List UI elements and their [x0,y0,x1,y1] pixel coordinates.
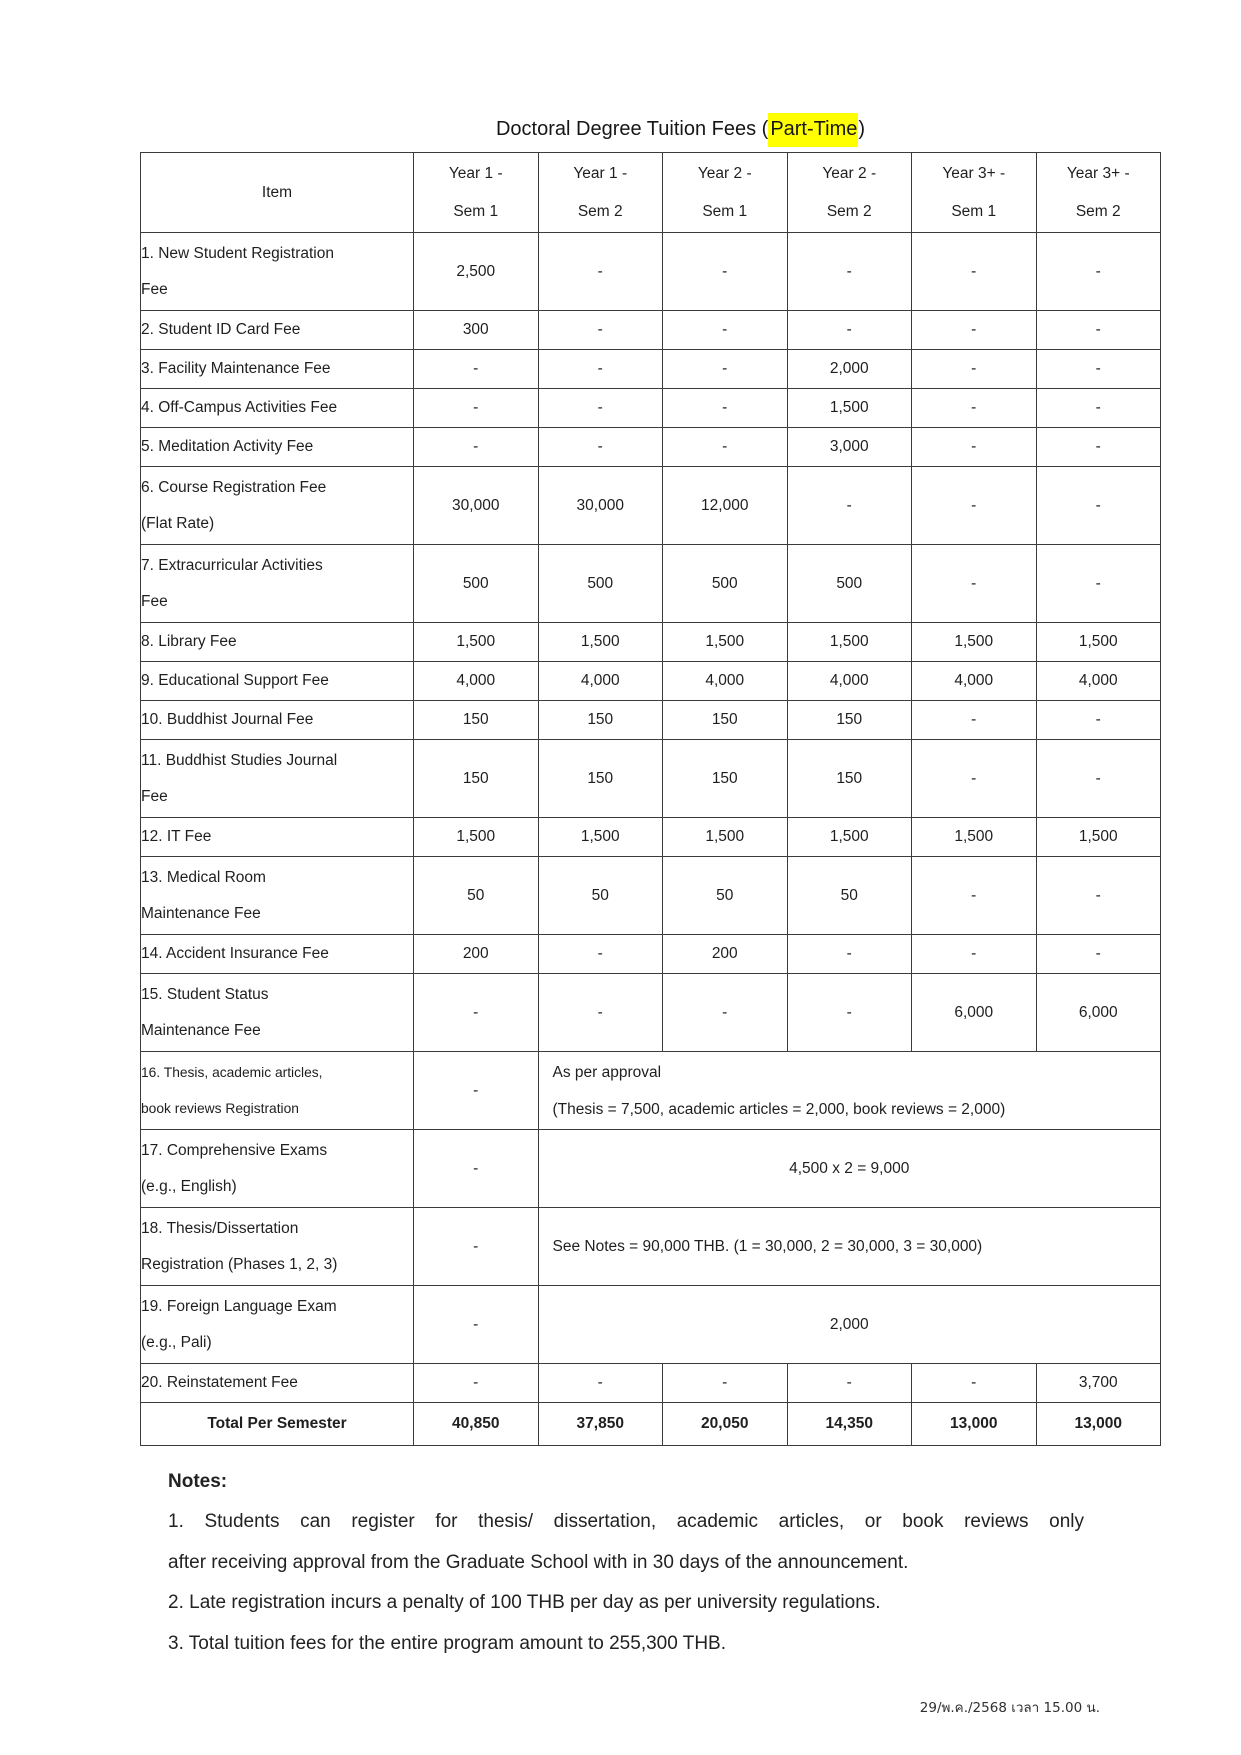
header-row [141,153,1161,233]
item-line: 3. Facility Maintenance Fee [141,360,331,377]
item-line: (Flat Rate) [141,514,215,532]
value-cell: 150 [787,740,912,818]
notes-body [168,1502,1084,1664]
value-cell: 1,500 [912,818,1037,857]
value-cell: 1,500 [912,623,1037,662]
col-header-line1: Year 1 - [573,164,628,182]
col-header-line2: Sem 2 [1075,202,1121,220]
col-header-line1: Year 2 - [697,164,752,182]
note-line: 3. Total tuition fees for the entire program amount to 255,300 THB. [168,1632,727,1654]
col-header-line2: Sem 2 [826,202,872,220]
item-cell [141,233,414,311]
item-line: 14. Accident Insurance Fee [141,945,329,962]
item-line: 12. IT Fee [141,828,212,845]
col-header-4 [787,153,912,233]
value-cell: 150 [663,740,788,818]
total-value-cell: 13,000 [1036,1403,1161,1446]
item-cell [141,623,414,662]
item-cell [141,1364,414,1403]
item-line: 4. Off-Campus Activities Fee [141,399,338,416]
table-row [141,623,1161,662]
value-cell: 6,000 [912,974,1037,1052]
table-row [141,389,1161,428]
value-cell: 300 [414,311,539,350]
item-line: 19. Foreign Language Exam [141,1297,337,1315]
note-line: after receiving approval from the Graduate School with in 30 days of the announcement. [168,1551,909,1573]
footer-timestamp: 29/พ.ค./2568 เวลา 15.00 น. [919,1700,1100,1716]
item-line: 1. New Student Registration [141,244,334,262]
value-cell: 1,500 [663,818,788,857]
item-line: 9. Educational Support Fee [141,672,329,689]
value-cell: - [1036,701,1161,740]
value-cell: 1,500 [1036,818,1161,857]
value-cell: - [538,974,663,1052]
value-cell: 1,500 [787,389,912,428]
value-cell: - [414,1364,539,1403]
merged-value-cell [538,1286,1161,1364]
value-cell: 30,000 [538,467,663,545]
item-cell [141,662,414,701]
notes-heading: Notes: [168,1471,228,1492]
value-cell: 150 [414,740,539,818]
col-header-line1: Year 3+ - [942,164,1006,182]
col-header-line1: Year 1 - [448,164,503,182]
merged-value-cell [538,1052,1161,1130]
col-header-3 [663,153,788,233]
value-cell: - [538,350,663,389]
value-cell: 50 [663,857,788,935]
table-row [141,233,1161,311]
item-cell [141,389,414,428]
item-line: 2. Student ID Card Fee [141,321,301,338]
value-cell: 1,500 [663,623,788,662]
item-cell [141,857,414,935]
value-cell: 1,500 [414,623,539,662]
item-line: (e.g., Pali) [141,1333,212,1351]
value-cell: - [912,467,1037,545]
item-line: 18. Thesis/Dissertation [141,1219,299,1237]
value-cell: 4,000 [663,662,788,701]
item-cell [141,1208,414,1286]
value-cell: - [414,1052,539,1130]
item-cell [141,311,414,350]
value-cell: - [663,311,788,350]
item-line: 10. Buddhist Journal Fee [141,711,314,728]
value-cell: - [912,233,1037,311]
value-cell: 1,500 [414,818,539,857]
value-cell: 30,000 [414,467,539,545]
value-cell: - [414,1208,539,1286]
value-cell: - [414,1130,539,1208]
value-cell: - [787,467,912,545]
value-cell: - [912,311,1037,350]
value-cell: 2,500 [414,233,539,311]
value-cell: - [414,389,539,428]
table-row [141,701,1161,740]
value-cell: - [538,311,663,350]
col-header-line2: Sem 1 [951,202,997,220]
merged-value-line: As per approval [552,1063,662,1081]
merged-value-line: (Thesis = 7,500, academic articles = 2,000, book reviews = 2,000) [552,1100,1006,1118]
value-cell: 3,000 [787,428,912,467]
merged-value-cell [538,1130,1161,1208]
table-row [141,311,1161,350]
item-line: 13. Medical Room [141,868,266,886]
value-cell: - [538,233,663,311]
item-line: Registration (Phases 1, 2, 3) [141,1255,338,1273]
value-cell: 6,000 [1036,974,1161,1052]
item-cell [141,545,414,623]
value-cell: 4,000 [414,662,539,701]
value-cell: 150 [414,701,539,740]
value-cell: 150 [538,701,663,740]
item-line: Fee [141,787,168,805]
value-cell: 200 [414,935,539,974]
value-cell: - [663,233,788,311]
total-row [141,1403,1161,1446]
item-line: 15. Student Status [141,985,269,1003]
merged-value-cell [538,1208,1161,1286]
value-cell: - [1036,389,1161,428]
item-cell [141,1130,414,1208]
value-cell: - [1036,311,1161,350]
note-line: 1. Students can register for thesis/ dissertation, academic articles, or book reviews only [168,1511,1084,1532]
item-line: (e.g., English) [141,1177,237,1195]
table-row [141,428,1161,467]
value-cell: 4,000 [1036,662,1161,701]
item-line: 17. Comprehensive Exams [141,1141,328,1159]
value-cell: - [787,1364,912,1403]
col-header-line1: Year 2 - [822,164,877,182]
table-row [141,545,1161,623]
value-cell: - [663,428,788,467]
table-row [141,857,1161,935]
value-cell: - [1036,935,1161,974]
value-cell: - [414,350,539,389]
merged-value-line: 2,000 [829,1316,869,1333]
item-cell [141,818,414,857]
table-row [141,974,1161,1052]
value-cell: - [414,974,539,1052]
value-cell: - [912,545,1037,623]
item-line: 8. Library Fee [141,633,237,650]
value-cell: 150 [663,701,788,740]
item-line: Maintenance Fee [141,1021,261,1039]
value-cell: 1,500 [538,623,663,662]
table-row [141,1208,1161,1286]
table-row [141,1364,1161,1403]
title-highlighted-text: Part-Time [768,113,858,147]
value-cell: 4,000 [787,662,912,701]
value-cell: 1,500 [1036,623,1161,662]
total-value-cell: 13,000 [912,1403,1037,1446]
table-row [141,818,1161,857]
col-header-6 [1036,153,1161,233]
value-cell: - [538,389,663,428]
table-row [141,1052,1161,1130]
value-cell: - [787,311,912,350]
item-cell [141,428,414,467]
value-cell: 4,000 [912,662,1037,701]
value-cell: - [787,935,912,974]
value-cell: 50 [787,857,912,935]
value-cell: - [538,935,663,974]
fee-table-body [141,233,1161,1446]
value-cell: - [912,701,1037,740]
value-cell: 500 [787,545,912,623]
value-cell: - [663,1364,788,1403]
table-row [141,935,1161,974]
page-title [170,116,1191,143]
table-row [141,740,1161,818]
value-cell: 50 [414,857,539,935]
total-value-cell: 37,850 [538,1403,663,1446]
value-cell: - [912,428,1037,467]
notes-section [168,1462,1084,1664]
col-header-2 [538,153,663,233]
title-suffix: ) [858,118,866,140]
title-prefix: Doctoral Degree Tuition Fees ( [495,118,769,140]
value-cell: - [912,1364,1037,1403]
item-cell [141,974,414,1052]
value-cell: 50 [538,857,663,935]
table-row [141,467,1161,545]
col-header-item: Item [141,153,414,233]
item-cell [141,740,414,818]
value-cell: 150 [787,701,912,740]
item-line: 5. Meditation Activity Fee [141,438,314,455]
value-cell: - [1036,233,1161,311]
note-line: 2. Late registration incurs a penalty of 100 THB per day as per university regulations. [168,1592,881,1613]
item-line: Fee [141,280,168,298]
value-cell: 500 [663,545,788,623]
value-cell: 12,000 [663,467,788,545]
value-cell: - [912,740,1037,818]
value-cell: - [414,428,539,467]
value-cell: - [1036,857,1161,935]
value-cell: - [912,857,1037,935]
col-header-line2: Sem 2 [577,202,623,220]
col-header-line2: Sem 1 [453,202,499,220]
value-cell: - [912,350,1037,389]
value-cell: 4,000 [538,662,663,701]
item-line: book reviews Registration [141,1100,299,1116]
value-cell: - [1036,545,1161,623]
item-cell [141,467,414,545]
value-cell: - [912,935,1037,974]
total-value-cell: 40,850 [414,1403,539,1446]
value-cell: - [1036,350,1161,389]
item-line: 6. Course Registration Fee [141,478,327,496]
merged-value-line: See Notes = 90,000 THB. (1 = 30,000, 2 = 30,000, 3 = 30,000) [552,1238,983,1255]
item-line: Fee [141,592,168,610]
item-cell [141,1286,414,1364]
value-cell: - [1036,467,1161,545]
table-row [141,1130,1161,1208]
table-row [141,350,1161,389]
value-cell: - [414,1286,539,1364]
value-cell: - [663,974,788,1052]
col-header-1 [414,153,539,233]
value-cell: - [663,389,788,428]
merged-value-line: 4,500 x 2 = 9,000 [789,1160,910,1177]
value-cell: - [663,350,788,389]
value-cell: 500 [414,545,539,623]
item-line: 7. Extracurricular Activities [141,556,323,574]
value-cell: 1,500 [538,818,663,857]
col-header-5 [912,153,1037,233]
value-cell: - [538,1364,663,1403]
value-cell: - [787,974,912,1052]
item-cell [141,935,414,974]
total-value-cell: 20,050 [663,1403,788,1446]
total-label-cell: Total Per Semester [141,1403,414,1446]
value-cell: - [1036,740,1161,818]
item-cell [141,350,414,389]
value-cell: 150 [538,740,663,818]
value-cell: 200 [663,935,788,974]
value-cell: 500 [538,545,663,623]
value-cell: 1,500 [787,818,912,857]
value-cell: - [538,428,663,467]
value-cell: - [912,389,1037,428]
value-cell: - [1036,428,1161,467]
table-row [141,662,1161,701]
total-value-cell: 14,350 [787,1403,912,1446]
item-line: 20. Reinstatement Fee [141,1374,298,1391]
col-header-line2: Sem 1 [702,202,748,220]
value-cell: - [787,233,912,311]
value-cell: 3,700 [1036,1364,1161,1403]
item-cell [141,1052,414,1130]
table-row [141,1286,1161,1364]
value-cell: 1,500 [787,623,912,662]
item-line: 11. Buddhist Studies Journal [141,751,338,769]
item-cell [141,701,414,740]
col-header-line1: Year 3+ - [1066,164,1130,182]
item-line: 16. Thesis, academic articles, [141,1064,323,1080]
table-header [141,153,1161,233]
value-cell: 2,000 [787,350,912,389]
tuition-fees-table [140,152,1161,1446]
item-line: Maintenance Fee [141,904,261,922]
